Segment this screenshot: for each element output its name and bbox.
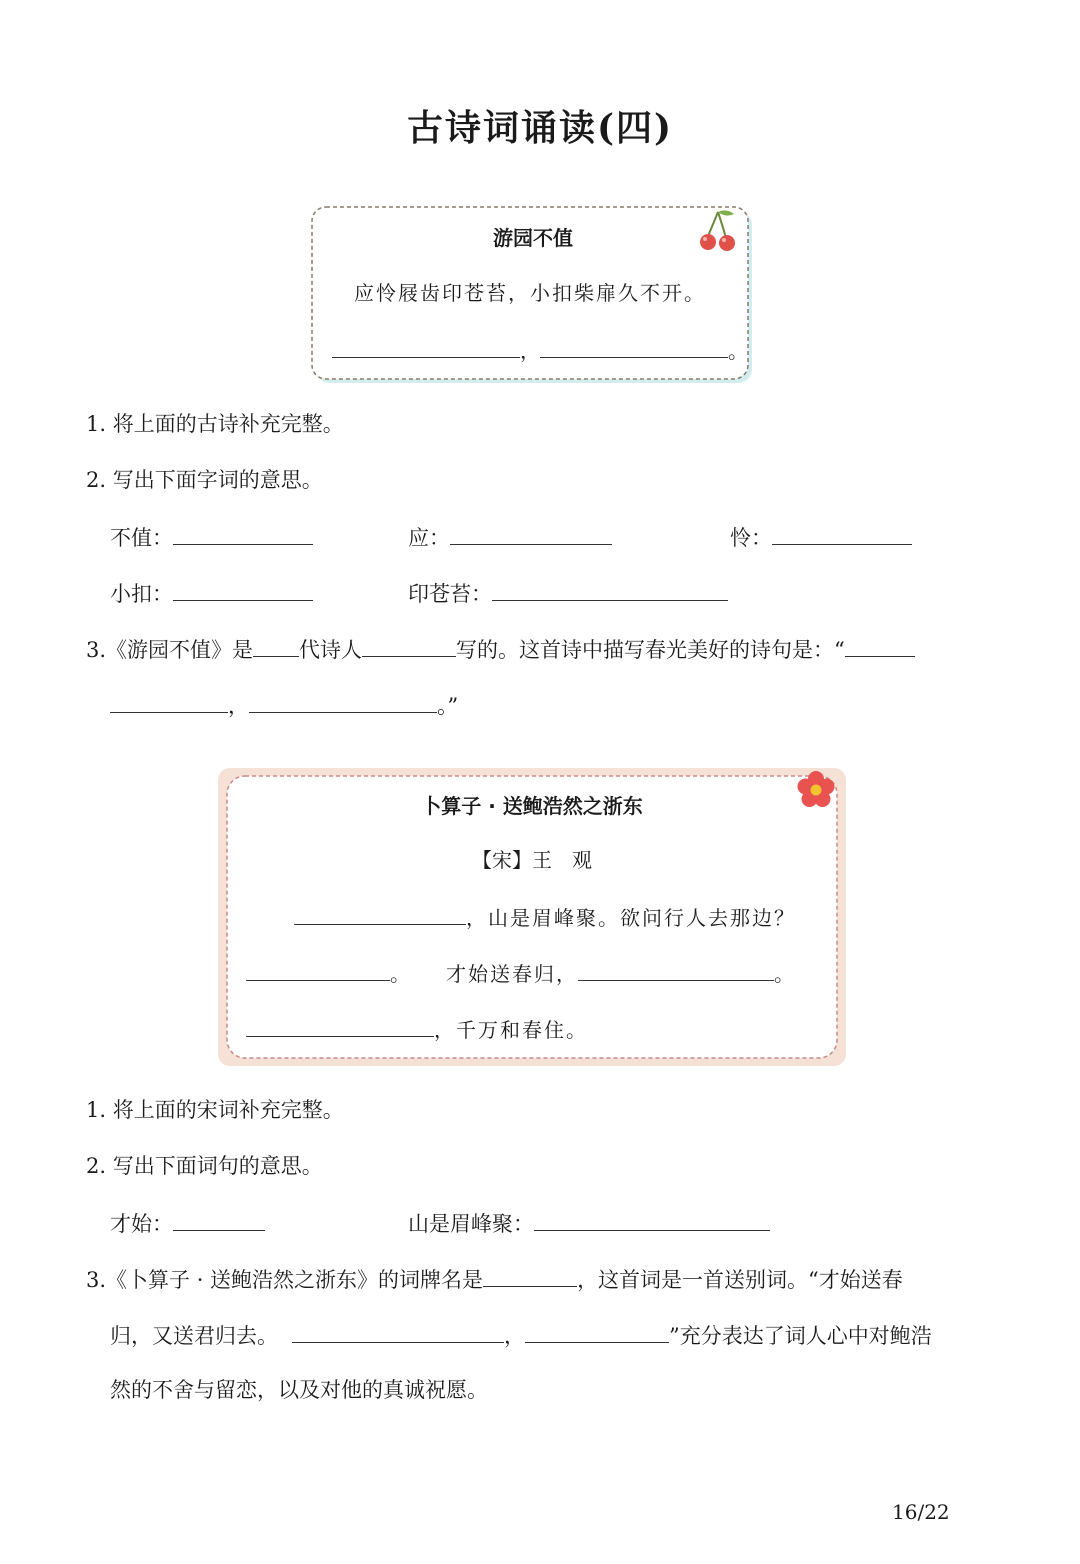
- poem2-title: 卜算子 · 送鲍浩然之浙东: [421, 794, 643, 818]
- s2-question-1: 1. 将上面的宋词补充完整。: [86, 1098, 344, 1122]
- s2-term-shanshi: 山是眉峰聚：: [408, 1208, 770, 1238]
- poem1-blank-2[interactable]: [540, 335, 728, 358]
- s1-term-buzhi: 不值：: [110, 522, 313, 552]
- s2-question-3-line2: 归，又送君归去。 ， ”充分表达了词人心中对鲍浩: [110, 1320, 932, 1350]
- s1-blank-poet[interactable]: [362, 634, 456, 657]
- s1-question-3-cont: ， 。”: [110, 690, 458, 720]
- s1-term-yincangtai: 印苍苔：: [408, 578, 728, 608]
- poem2-line3: ，千万和春住。: [246, 1014, 588, 1044]
- s1-blank-yincangtai[interactable]: [492, 578, 728, 601]
- s2-blank-cipai[interactable]: [483, 1264, 577, 1287]
- page-number: 16/22: [892, 1500, 950, 1524]
- s1-blank-line-c[interactable]: [249, 690, 437, 713]
- s2-blank-shanshi[interactable]: [534, 1208, 770, 1231]
- poem2-blank-3[interactable]: [578, 958, 774, 981]
- s1-term-lian: 怜：: [730, 522, 912, 552]
- s1-term-ying: 应：: [408, 522, 612, 552]
- s2-question-3: 3.《卜算子 · 送鲍浩然之浙东》的词牌名是 ，这首词是一首送别词。“才始送春: [86, 1264, 903, 1294]
- poem1-line1: 应怜屐齿印苍苔，小扣柴扉久不开。: [354, 281, 706, 305]
- poem2-blank-1[interactable]: [294, 902, 466, 925]
- poem1-line2: ， 。: [332, 335, 748, 365]
- s1-blank-line-b[interactable]: [110, 690, 228, 713]
- s1-blank-ying[interactable]: [450, 522, 612, 545]
- s2-question-3-line3: 然的不舍与留恋，以及对他的真诚祝愿。: [110, 1378, 488, 1402]
- s1-blank-line-a[interactable]: [845, 634, 915, 657]
- poem1-blank-1[interactable]: [332, 335, 520, 358]
- poem1-title: 游园不值: [493, 226, 573, 250]
- s2-blank-line-b[interactable]: [525, 1320, 669, 1343]
- s1-blank-xiaokou[interactable]: [173, 578, 313, 601]
- poem2-line2: 。 才始送春归， 。: [246, 958, 796, 988]
- poem2-blank-2[interactable]: [246, 958, 390, 981]
- s1-blank-buzhi[interactable]: [173, 522, 313, 545]
- s1-question-3: 3.《游园不值》是 代诗人 写的。这首诗中描写春光美好的诗句是：“: [86, 634, 915, 664]
- s1-blank-lian[interactable]: [772, 522, 912, 545]
- s1-blank-dynasty[interactable]: [253, 634, 299, 657]
- page-title: 古诗词诵读(四): [406, 107, 674, 149]
- s1-question-2: 2. 写出下面字词的意思。: [86, 468, 323, 492]
- s2-blank-caishi[interactable]: [173, 1208, 265, 1231]
- poem2-line1: ，山是眉峰聚。欲问行人去那边？: [294, 902, 796, 932]
- s1-question-1: 1. 将上面的古诗补充完整。: [86, 412, 344, 436]
- s2-term-caishi: 才始：: [110, 1208, 265, 1238]
- poem2-blank-4[interactable]: [246, 1014, 434, 1037]
- s1-term-xiaokou: 小扣：: [110, 578, 313, 608]
- s2-blank-line-a[interactable]: [292, 1320, 504, 1343]
- poem2-author: 【宋】王 观: [472, 848, 592, 872]
- s2-question-2: 2. 写出下面词句的意思。: [86, 1154, 323, 1178]
